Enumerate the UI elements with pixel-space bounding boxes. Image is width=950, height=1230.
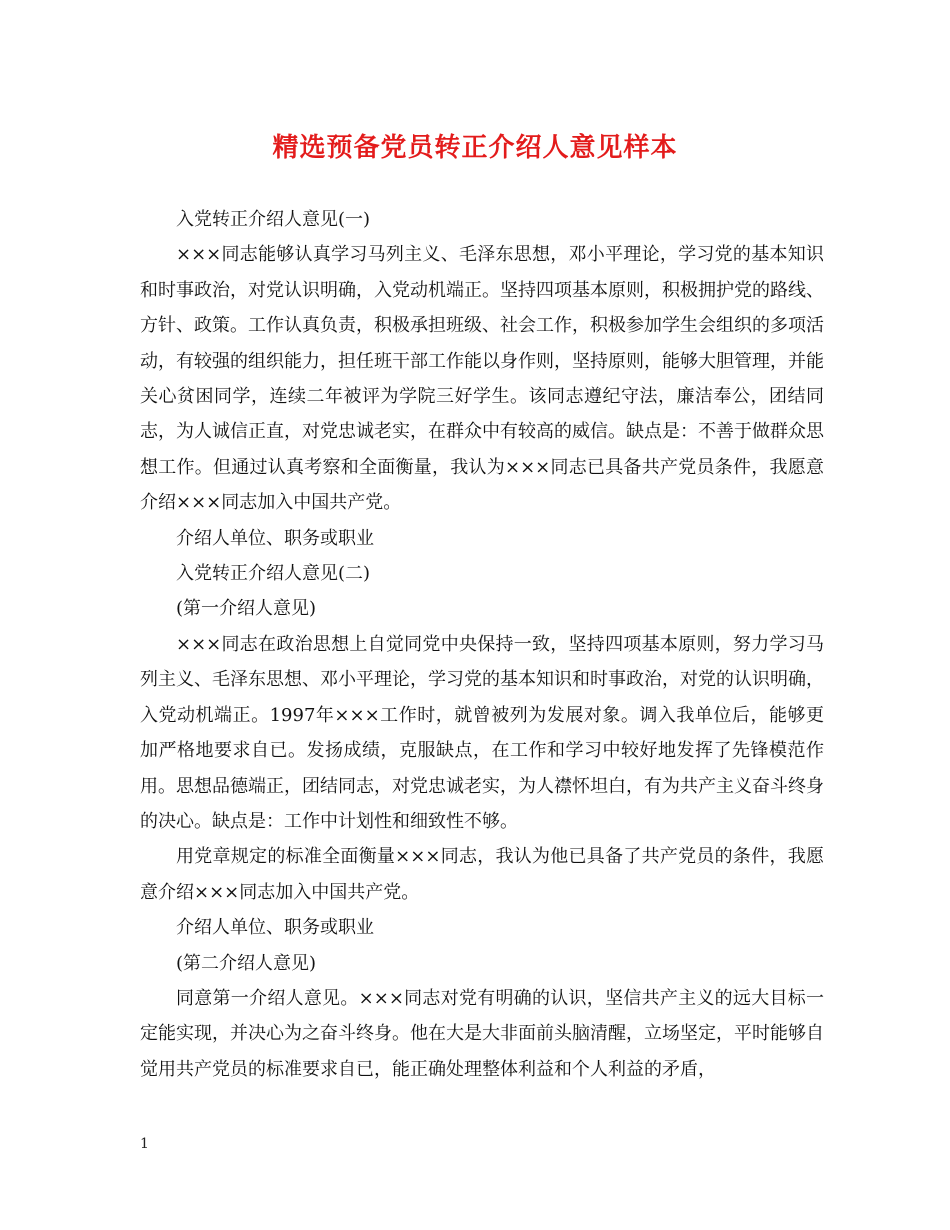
paragraph-6: ×××同志在政治思想上自觉同党中央保持一致，坚持四项基本原则，努力学习马列主义、毛泽东思想、邓小平理论，学习党的基本知识和时事政治，对党的认识明确，入党动机端正。1997年×××工作时，就曾被列为发展对象。调入我单位后，能够更加严格地要求自已。发扬成绩，克服缺点，在工作和学习中较好地发挥了先锋模范作用。思想品德端正，团结同志，对党忠诚老实，为人襟怀坦白，有为共产主义奋斗终身的决心。缺点是：工作中计划性和细致性不够。: [140, 633, 824, 832]
paragraph-2: ×××同志能够认真学习马列主义、毛泽东思想，邓小平理论，学习党的基本知识和时事政治，对党认识明确，入党动机端正。坚持四项基本原则，积极拥护党的路线、方针、政策。工作认真负责，积极承担班级、社会工作，积极参加学生会组织的多项活动，有较强的组织能力，担任班干部工作能以身作则，坚持原则，能够大胆管理，并能关心贫困同学，连续二年被评为学院三好学生。该同志遵纪守法，廉洁奉公，团结同志，为人诚信正直，对党忠诚老实，在群众中有较高的威信。缺点是：不善于做群众思想工作。但通过认真考察和全面衡量，我认为×××同志已具备共产党员条件，我愿意介绍×××同志加入中国共产党。: [140, 244, 824, 514]
page-number: 1: [140, 1136, 149, 1152]
paragraph-4: 入党转正介绍人意见(二): [176, 563, 371, 585]
document-title: 精选预备党员转正介绍人意见样本: [272, 133, 678, 163]
paragraph-8: 介绍人单位、职务或职业: [176, 917, 374, 939]
paragraph-9: (第二介绍人意见): [176, 952, 317, 974]
paragraph-10: 同意第一介绍人意见。×××同志对党有明确的认识，坚信共产主义的远大目标一定能实现，并决心为之奋斗终身。他在大是大非面前头脑清醒，立场坚定，平时能够自觉用共产党员的标准要求自已，能正确处理整体利益和个人利益的矛盾，: [140, 987, 824, 1080]
paragraph-3: 介绍人单位、职务或职业: [176, 527, 374, 549]
paragraph-5: (第一介绍人意见): [176, 598, 317, 620]
paragraph-1: 入党转正介绍人意见(一): [176, 209, 371, 230]
document-body: [140, 202, 824, 1087]
paragraph-7: 用党章规定的标准全面衡量×××同志，我认为他已具备了共产党员的条件，我愿意介绍×××同志加入中国共产党。: [140, 846, 824, 903]
